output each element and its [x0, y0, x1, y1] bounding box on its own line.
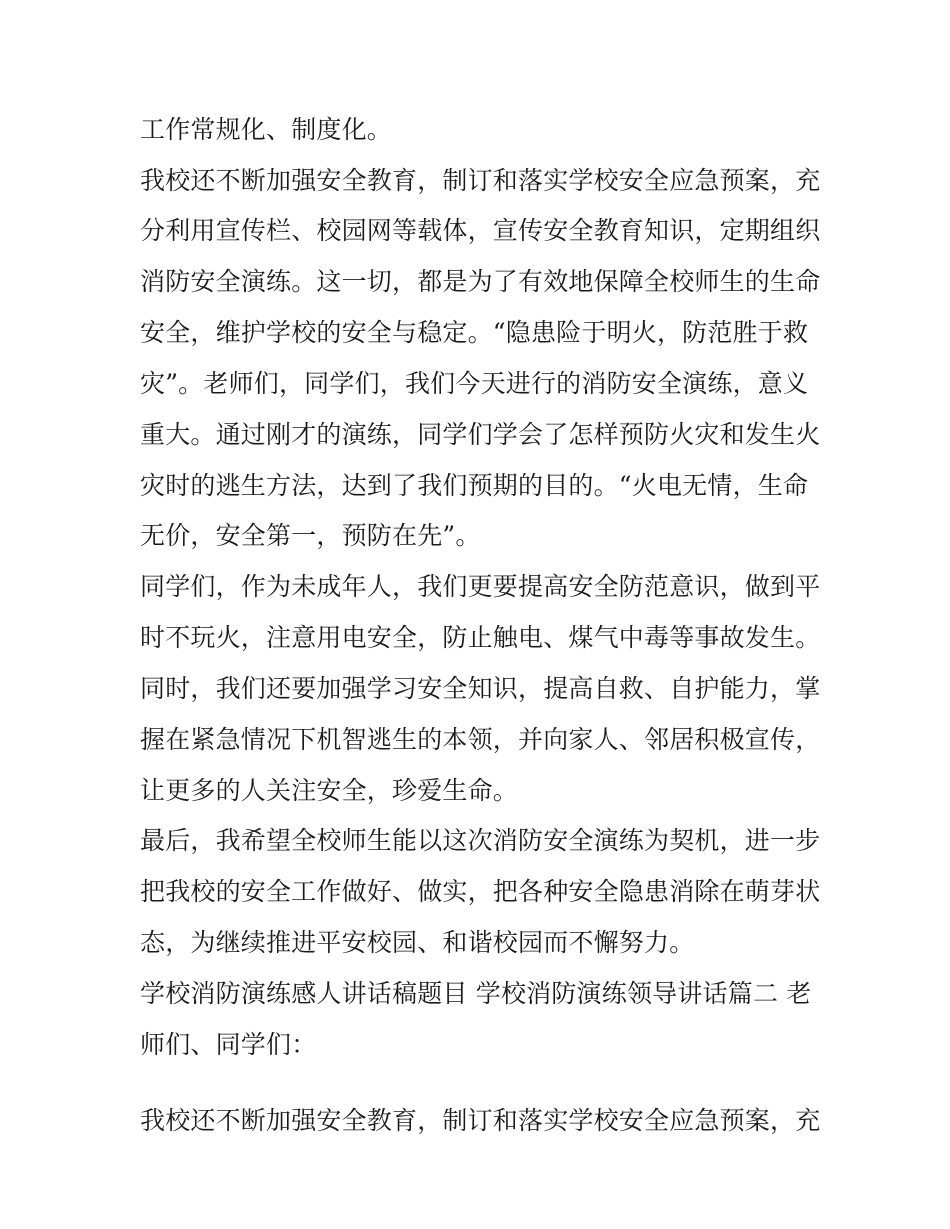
text-line: 同时，我们还要加强学习安全知识，提高自救、自护能力，掌 [140, 674, 821, 703]
text-line: 学校消防演练感人讲话稿题目 学校消防演练领导讲话篇二 老 [140, 979, 812, 1008]
text-line: 把我校的安全工作做好、做实，把各种安全隐患消除在萌芽状 [140, 877, 821, 906]
text-line: 无价，安全第一，预防在先”。 [140, 521, 481, 550]
text-line: 灾”。老师们，同学们，我们今天进行的消防安全演练，意义 [140, 369, 809, 398]
text-line: 重大。通过刚才的演练，同学们学会了怎样预防火灾和发生火 [140, 420, 821, 449]
text-line: 同学们，作为未成年人，我们更要提高安全防范意识，做到平 [140, 572, 821, 601]
text-line: 安全，维护学校的安全与稳定。“隐患险于明火，防范胜于救 [140, 318, 809, 347]
text-line: 最后，我希望全校师生能以这次消防安全演练为契机，进一步 [140, 826, 821, 855]
text-line: 时不玩火，注意用电安全，防止触电、煤气中毒等事故发生。 [140, 623, 821, 652]
text-line: 消防安全演练。这一切，都是为了有效地保障全校师生的生命 [140, 267, 821, 296]
text-line: 师们、同学们： [140, 1030, 317, 1059]
text-line: 分利用宣传栏、校园网等载体，宣传安全教育知识，定期组织 [140, 216, 821, 245]
text-line: 我校还不断加强安全教育，制订和落实学校安全应急预案，充 [140, 1106, 821, 1135]
text-line: 我校还不断加强安全教育，制订和落实学校安全应急预案，充 [140, 166, 821, 195]
text-line: 工作常规化、制度化。 [140, 115, 393, 144]
text-line: 握在紧急情况下机智逃生的本领，并向家人、邻居积极宣传， [140, 725, 821, 754]
text-line: 态，为继续推进平安校园、和谐校园而不懈努力。 [140, 928, 695, 957]
text-line: 灾时的逃生方法，达到了我们预期的目的。“火电无情，生命 [140, 471, 809, 500]
text-line: 让更多的人关注安全，珍爱生命。 [140, 776, 519, 805]
